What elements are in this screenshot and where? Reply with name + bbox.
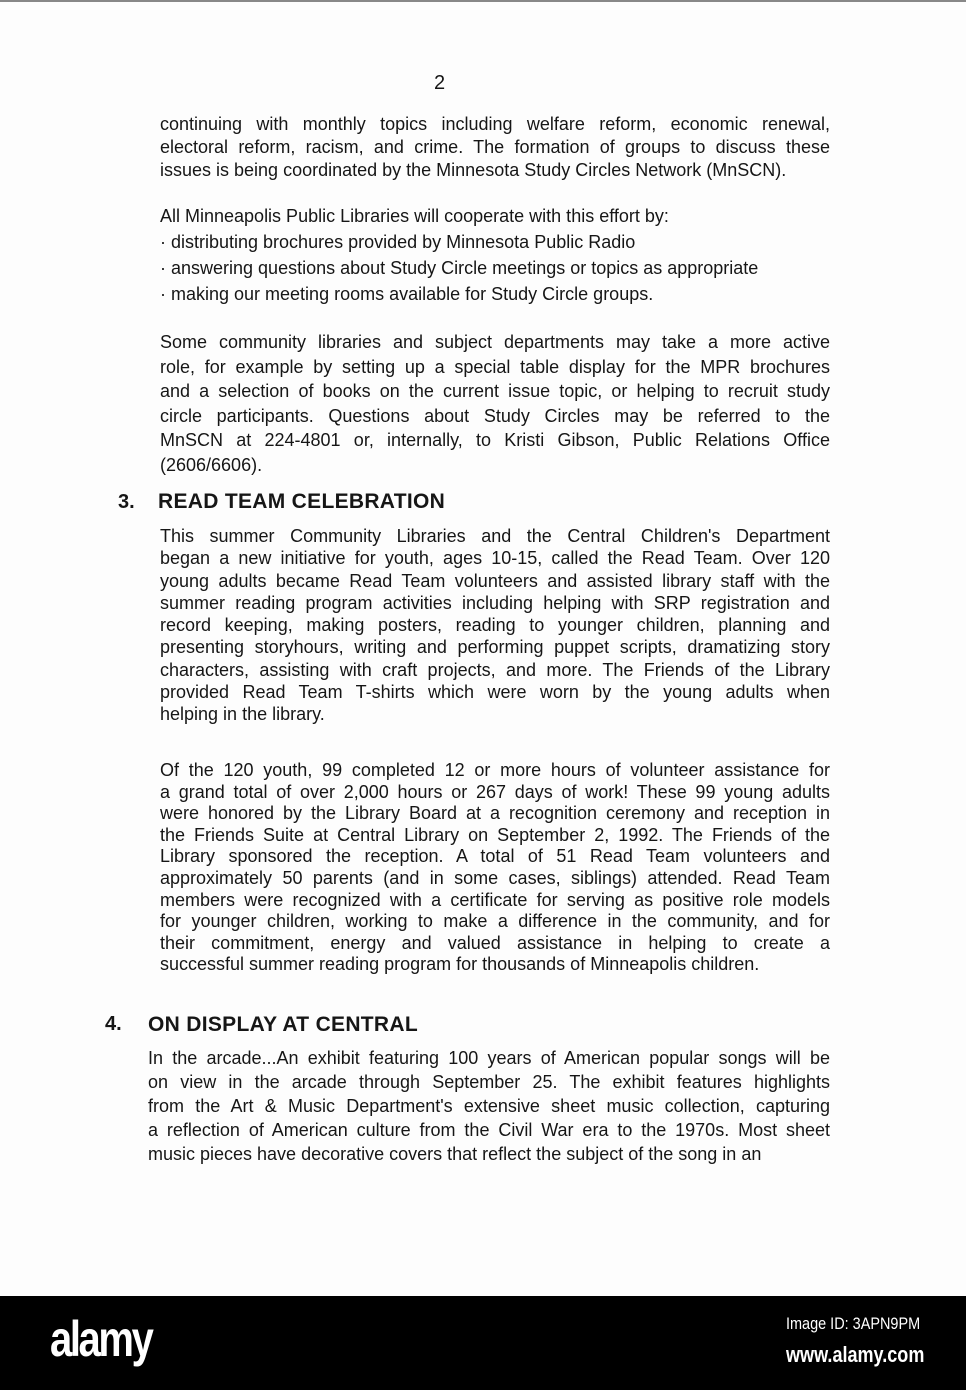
text-line: (2606/6606). — [160, 454, 263, 475]
text-line: · distributing brochures provided by Minnesota Public Radio — [160, 232, 636, 252]
text-line: began a new initiative for youth, ages 10-15, called the Read Team. Over 120 — [160, 548, 830, 569]
paragraph-read-team-initiative — [160, 525, 830, 726]
text-line: MnSCN at 224-4801 or, internally, to Kristi Gibson, Public Relations Office — [160, 430, 830, 450]
text-line: All Minneapolis Public Libraries will cooperate with this effort by: — [160, 206, 669, 226]
text-line: This summer Community Libraries and the Central Children's Department — [160, 526, 830, 546]
text-line: summer reading program activities including helping with SRP registration and — [160, 592, 830, 613]
alamy-logo: alamy — [50, 1311, 152, 1367]
text-line: continuing with monthly topics including welfare reform, economic renewal, — [160, 114, 830, 134]
scan-edge-line — [0, 0, 966, 2]
text-line: on view in the arcade through September 25. The exhibit features highlights — [148, 1072, 830, 1092]
text-line: helping in the library. — [160, 704, 325, 725]
section-4-number: 4. — [105, 1013, 122, 1035]
paragraph-study-circles-topics — [160, 113, 830, 182]
text-line: In the arcade...An exhibit featuring 100 years of American popular songs will be — [148, 1048, 830, 1068]
text-line: a grand total of over 2,000 hours or 267 days of work! These 99 young adults — [160, 781, 830, 802]
text-line: members were recognized with a certificate for serving as positive role models — [160, 889, 830, 910]
text-line: music pieces have decorative covers that reflect the subject of the song in an — [148, 1144, 762, 1164]
image-id-text: Image ID: 3APN9PM — [786, 1314, 921, 1333]
text-line: electoral reform, racism, and crime. The formation of groups to discuss these — [160, 137, 830, 157]
text-line: approximately 50 parents (and in some cases, siblings) attended. Read Team — [160, 867, 830, 888]
text-line: Of the 120 youth, 99 completed 12 or more hours of volunteer assistance for — [160, 760, 830, 780]
paragraph-community-libraries — [160, 330, 830, 477]
paragraph-read-team-results — [160, 760, 830, 976]
text-line: the Friends Suite at Central Library on September 2, 1992. The Friends of the — [160, 824, 830, 845]
text-line: their commitment, energy and valued assistance in helping to create a — [160, 932, 830, 953]
text-line: role, for example by setting up a special table display for the MPR brochures — [160, 356, 830, 377]
text-line: issues is being coordinated by the Minnesota Study Circles Network (MnSCN). — [160, 160, 787, 180]
text-line: were honored by the Library Board at a recognition ceremony and reception in — [160, 803, 830, 824]
website-url: www.alamy.com — [786, 1342, 925, 1367]
text-line: for younger children, working to make a difference in the community, and for — [160, 911, 830, 932]
text-line: from the Art & Music Department's extensive sheet music collection, capturing — [148, 1096, 830, 1116]
text-line: successful summer reading program for thousands of Minneapolis children. — [160, 954, 760, 975]
text-line: provided Read Team T-shirts which were worn by the young adults when — [160, 682, 830, 703]
watermark-footer — [0, 1296, 966, 1390]
text-line: a reflection of American culture from the Civil War era to the 1970s. Most sheet — [148, 1120, 830, 1140]
text-line: and a selection of books on the current issue topic, or helping to recruit study — [160, 381, 830, 401]
text-line: · answering questions about Study Circle meetings or topics as appropriate — [160, 258, 759, 278]
text-line: · making our meeting rooms available for Study Circle groups. — [160, 284, 654, 304]
text-line: Some community libraries and subject departments may take a more active — [160, 332, 830, 352]
page-number: 2 — [434, 72, 446, 94]
text-line: circle participants. Questions about Study Circles may be referred to the — [160, 405, 830, 426]
section-4-heading: ON DISPLAY AT CENTRAL — [148, 1013, 418, 1036]
text-line: record keeping, making posters, reading to younger children, planning and — [160, 615, 830, 636]
text-line: Library sponsored the reception. A total of 51 Read Team volunteers and — [160, 846, 830, 867]
text-line: presenting storyhours, writing and performing puppet scripts, dramatizing story — [160, 637, 830, 658]
paragraph-library-cooperation — [160, 203, 830, 307]
section-3-number: 3. — [118, 491, 135, 513]
paragraph-display-at-central — [148, 1046, 830, 1166]
section-3-heading: READ TEAM CELEBRATION — [158, 490, 446, 513]
text-line: characters, assisting with craft projects, and more. The Friends of the Library — [160, 659, 830, 680]
text-line: young adults became Read Team volunteers and assisted library staff with the — [160, 570, 830, 591]
